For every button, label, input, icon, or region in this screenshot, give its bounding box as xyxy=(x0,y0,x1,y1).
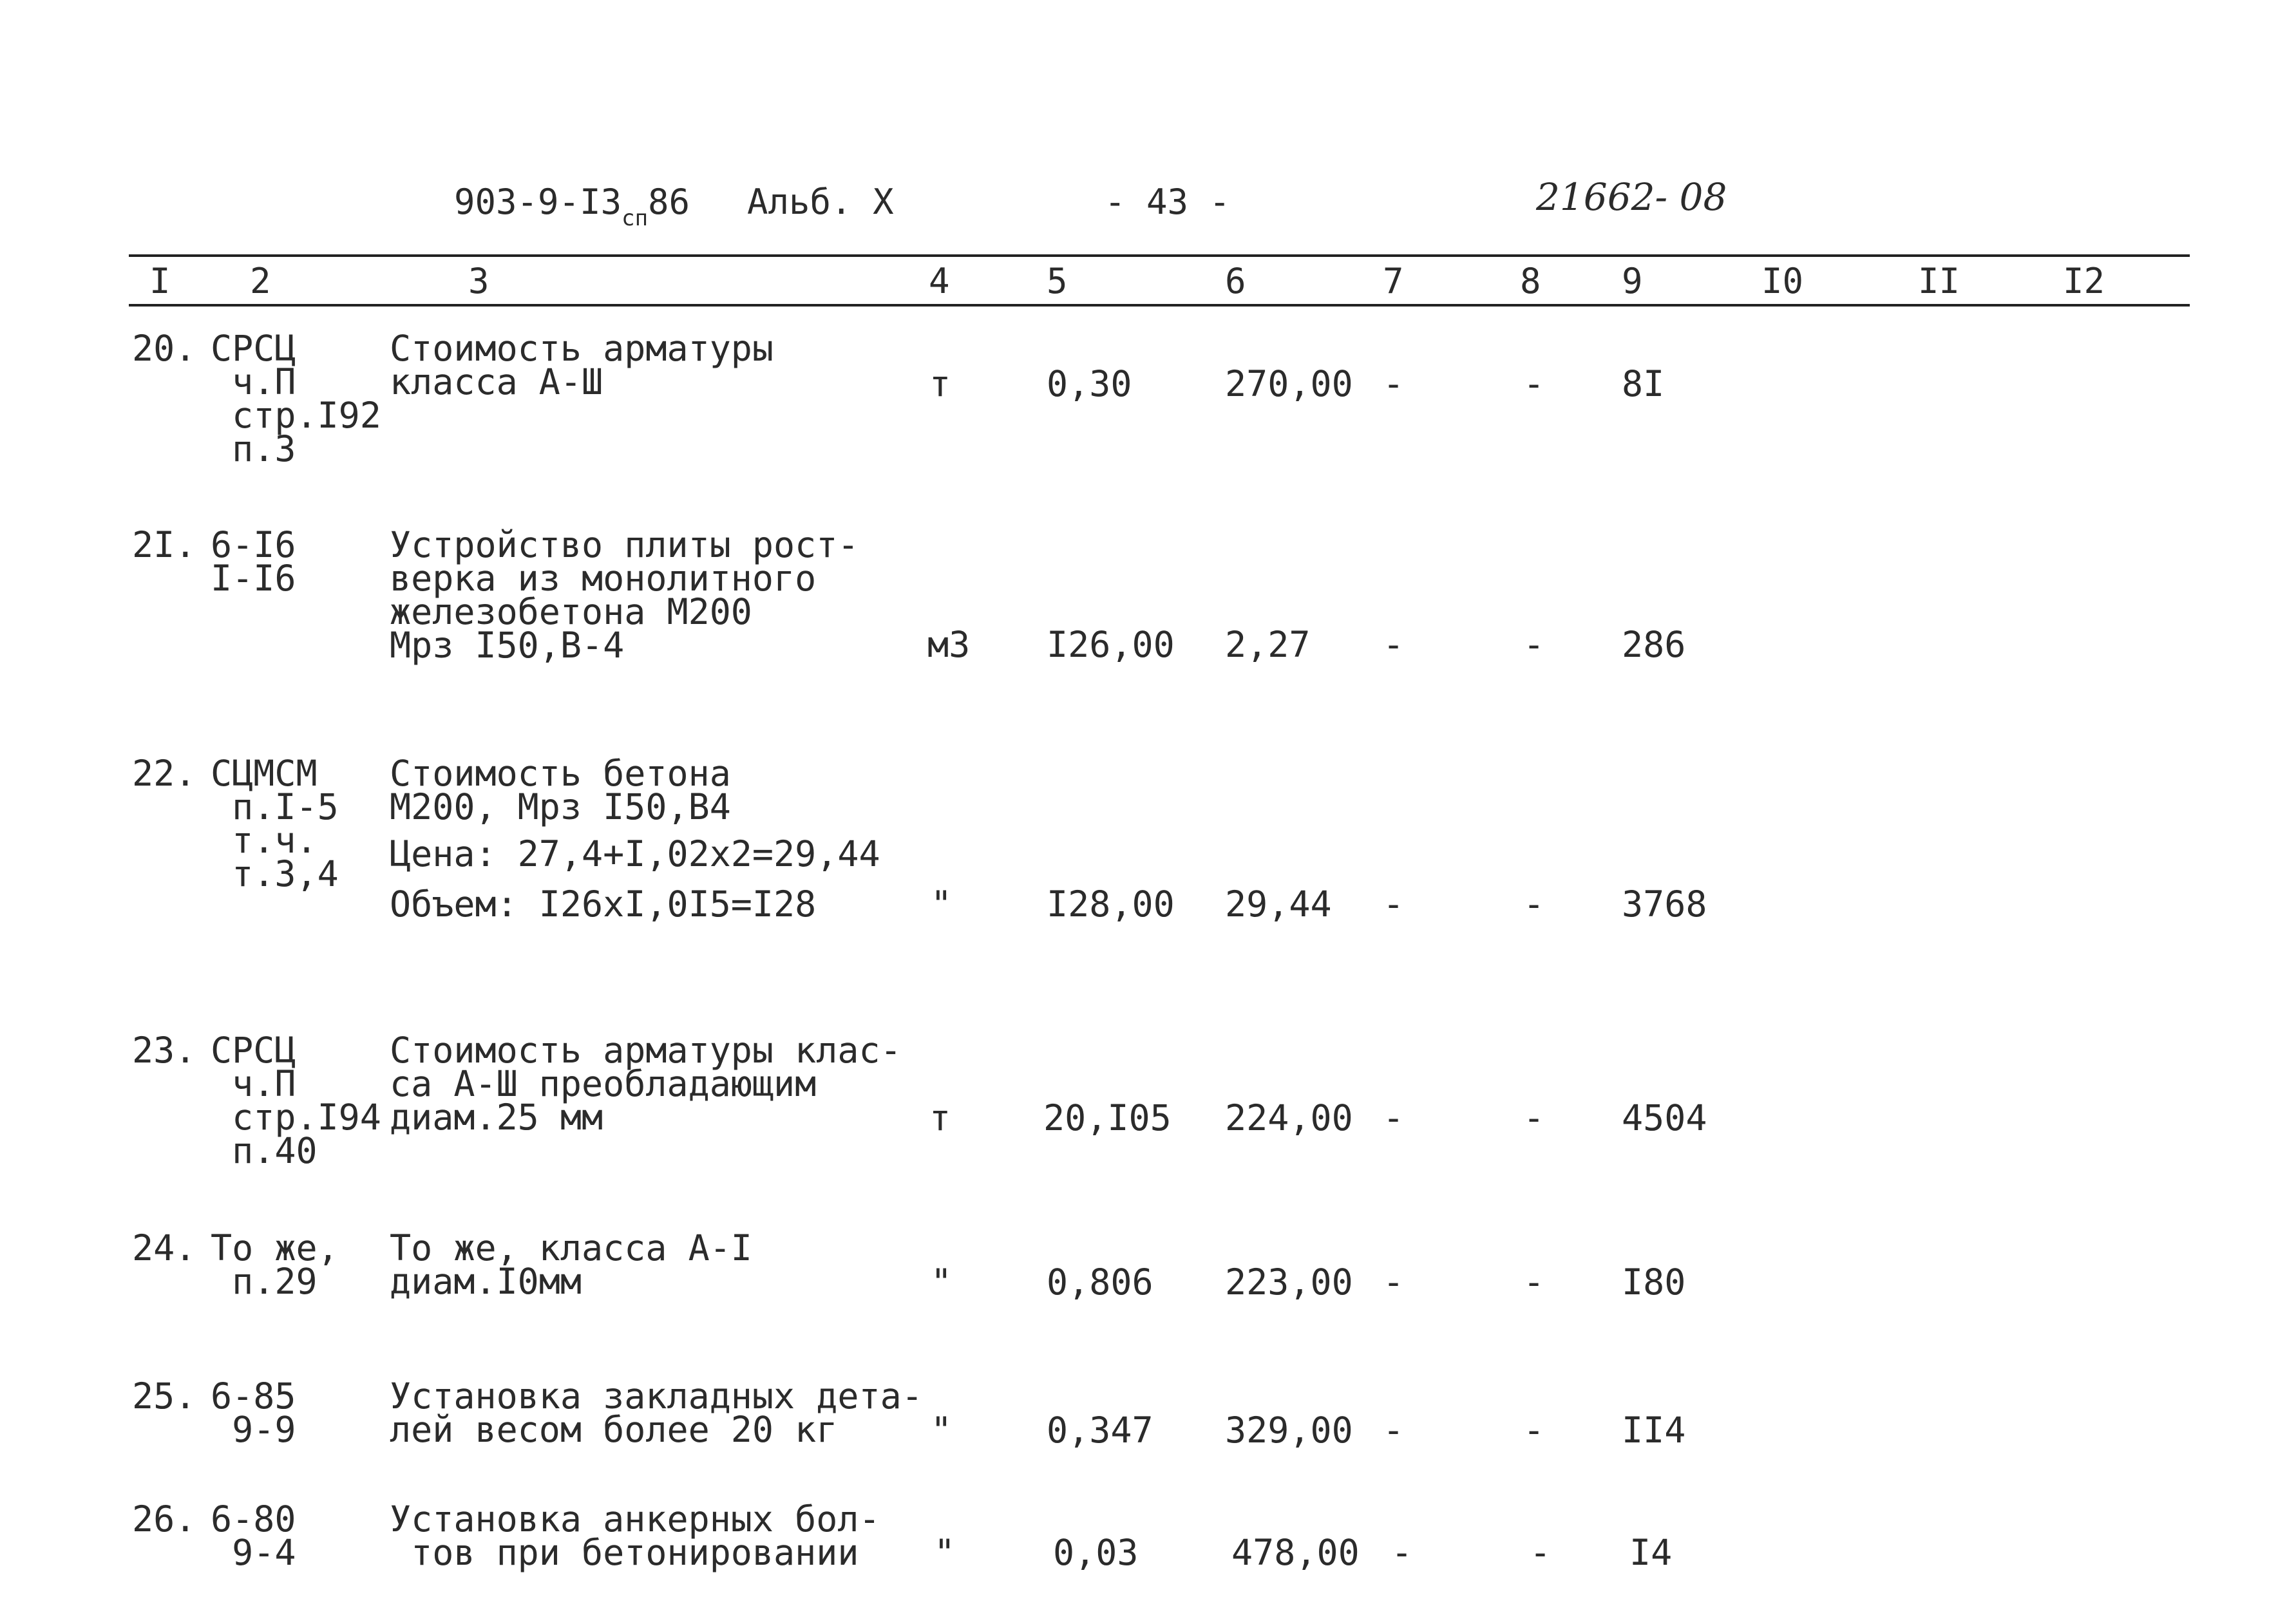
column-header-10: I0 xyxy=(1761,261,1804,301)
column-header-12: I2 xyxy=(2063,261,2105,301)
column-header-5: 5 xyxy=(1047,261,1068,301)
document-code-sub: сп xyxy=(622,205,649,231)
row-23-qty: 20,I05 xyxy=(1043,1097,1172,1138)
row-24-col7: - xyxy=(1383,1261,1405,1303)
row-26-col8: - xyxy=(1530,1532,1552,1573)
column-header-3: 3 xyxy=(468,261,489,301)
row-22-total: 3768 xyxy=(1622,883,1707,925)
column-header-1: I xyxy=(149,261,171,301)
row-20-price: 270,00 xyxy=(1225,363,1353,404)
row-25-col8: - xyxy=(1523,1410,1545,1451)
row-22-qty: I28,00 xyxy=(1047,883,1175,925)
row-23-unit: т xyxy=(929,1097,951,1138)
row-24-qty: 0,806 xyxy=(1047,1261,1153,1303)
row-25-col7: - xyxy=(1383,1410,1405,1451)
album-label: Альб. X xyxy=(747,182,894,222)
row-20-total: 8I xyxy=(1622,363,1665,404)
row-25-code: 6-85 9-9 xyxy=(211,1375,296,1450)
column-header-11: II xyxy=(1918,261,1960,301)
row-23-num: 23. xyxy=(132,1030,196,1071)
document-code-main: 903-9-I3 xyxy=(454,182,622,222)
row-20-col8: - xyxy=(1523,363,1545,404)
row-23-desc: Стоимость арматуры клас- са А-Ш преобладающим диам.25 мм xyxy=(390,1030,902,1138)
row-20-col7: - xyxy=(1383,363,1405,404)
row-21-col8: - xyxy=(1523,624,1545,665)
row-21-total: 286 xyxy=(1622,624,1686,665)
column-header-4: 4 xyxy=(929,261,950,301)
row-22-unit: " xyxy=(931,883,953,925)
column-header-7: 7 xyxy=(1383,261,1404,301)
row-22-num: 22. xyxy=(132,753,196,794)
row-24-num: 24. xyxy=(132,1227,196,1269)
header-bottom-rule xyxy=(129,304,2190,307)
row-24-desc: То же, класса А-I диам.I0мм xyxy=(390,1227,752,1302)
row-23-col8: - xyxy=(1523,1097,1545,1138)
row-23-total: 4504 xyxy=(1622,1097,1707,1138)
row-20-desc: Стоимость арматуры класса А-Ш xyxy=(390,328,774,402)
row-20-code: СРСЦ ч.П стр.I92 п.3 xyxy=(211,328,381,469)
row-25-num: 25. xyxy=(132,1375,196,1417)
row-26-price: 478,00 xyxy=(1231,1532,1360,1573)
row-24-code: То же, п.29 xyxy=(211,1227,339,1302)
row-25-qty: 0,347 xyxy=(1047,1410,1153,1451)
row-25-total: II4 xyxy=(1622,1410,1686,1451)
row-22-col7: - xyxy=(1383,883,1405,925)
row-20-qty: 0,30 xyxy=(1047,363,1132,404)
row-21-code: 6-I6 I-I6 xyxy=(211,524,296,599)
row-25-desc: Установка закладных дета- лей весом более 20 кг xyxy=(390,1375,923,1450)
row-23-price: 224,00 xyxy=(1225,1097,1353,1138)
row-25-unit: " xyxy=(931,1410,953,1451)
row-25-price: 329,00 xyxy=(1225,1410,1353,1451)
row-24-unit: " xyxy=(931,1261,953,1303)
row-26-num: 26. xyxy=(132,1498,196,1540)
page-number: - 43 - xyxy=(1105,182,1231,222)
row-26-desc: Установка анкерных бол- тов при бетонировании xyxy=(390,1498,880,1573)
row-26-total: I4 xyxy=(1629,1532,1673,1573)
row-24-total: I80 xyxy=(1622,1261,1686,1303)
column-header-9: 9 xyxy=(1622,261,1643,301)
row-20-num: 20. xyxy=(132,328,196,369)
row-22-price: 29,44 xyxy=(1225,883,1332,925)
row-20-unit: т xyxy=(929,363,951,404)
row-24-col8: - xyxy=(1523,1261,1545,1303)
row-21-col7: - xyxy=(1383,624,1405,665)
row-22-col8: - xyxy=(1523,883,1545,925)
row-21-qty: I26,00 xyxy=(1047,624,1175,665)
row-22-code: СЦМСМ п.I-5 т.ч. т.3,4 xyxy=(211,753,339,894)
row-21-price: 2,27 xyxy=(1225,624,1311,665)
row-23-code: СРСЦ ч.П стр.I94 п.40 xyxy=(211,1030,381,1171)
row-21-desc: Устройство плиты рост- верка из монолитного железобетона М200 Мрз I50,В-4 xyxy=(390,524,859,666)
document-code-year: 86 xyxy=(648,182,690,222)
row-22-volume-note: Объем: I26xI,0I5=I28 xyxy=(390,883,817,925)
row-21-unit: м3 xyxy=(927,624,971,665)
header-top-rule xyxy=(129,254,2190,257)
row-23-col7: - xyxy=(1383,1097,1405,1138)
column-header-2: 2 xyxy=(250,261,271,301)
row-26-unit: " xyxy=(934,1532,956,1573)
row-21-num: 2I. xyxy=(132,524,196,565)
row-26-qty: 0,03 xyxy=(1053,1532,1139,1573)
row-22-desc: Стоимость бетона М200, Мрз I50,В4 xyxy=(390,753,731,827)
row-26-col7: - xyxy=(1391,1532,1413,1573)
handwritten-number: 21662- 08 xyxy=(1536,175,1727,219)
row-24-price: 223,00 xyxy=(1225,1261,1353,1303)
column-header-6: 6 xyxy=(1225,261,1246,301)
row-22-price-note: Цена: 27,4+I,02x2=29,44 xyxy=(390,833,880,874)
document-code xyxy=(454,182,690,231)
column-header-8: 8 xyxy=(1520,261,1541,301)
row-26-code: 6-80 9-4 xyxy=(211,1498,296,1573)
